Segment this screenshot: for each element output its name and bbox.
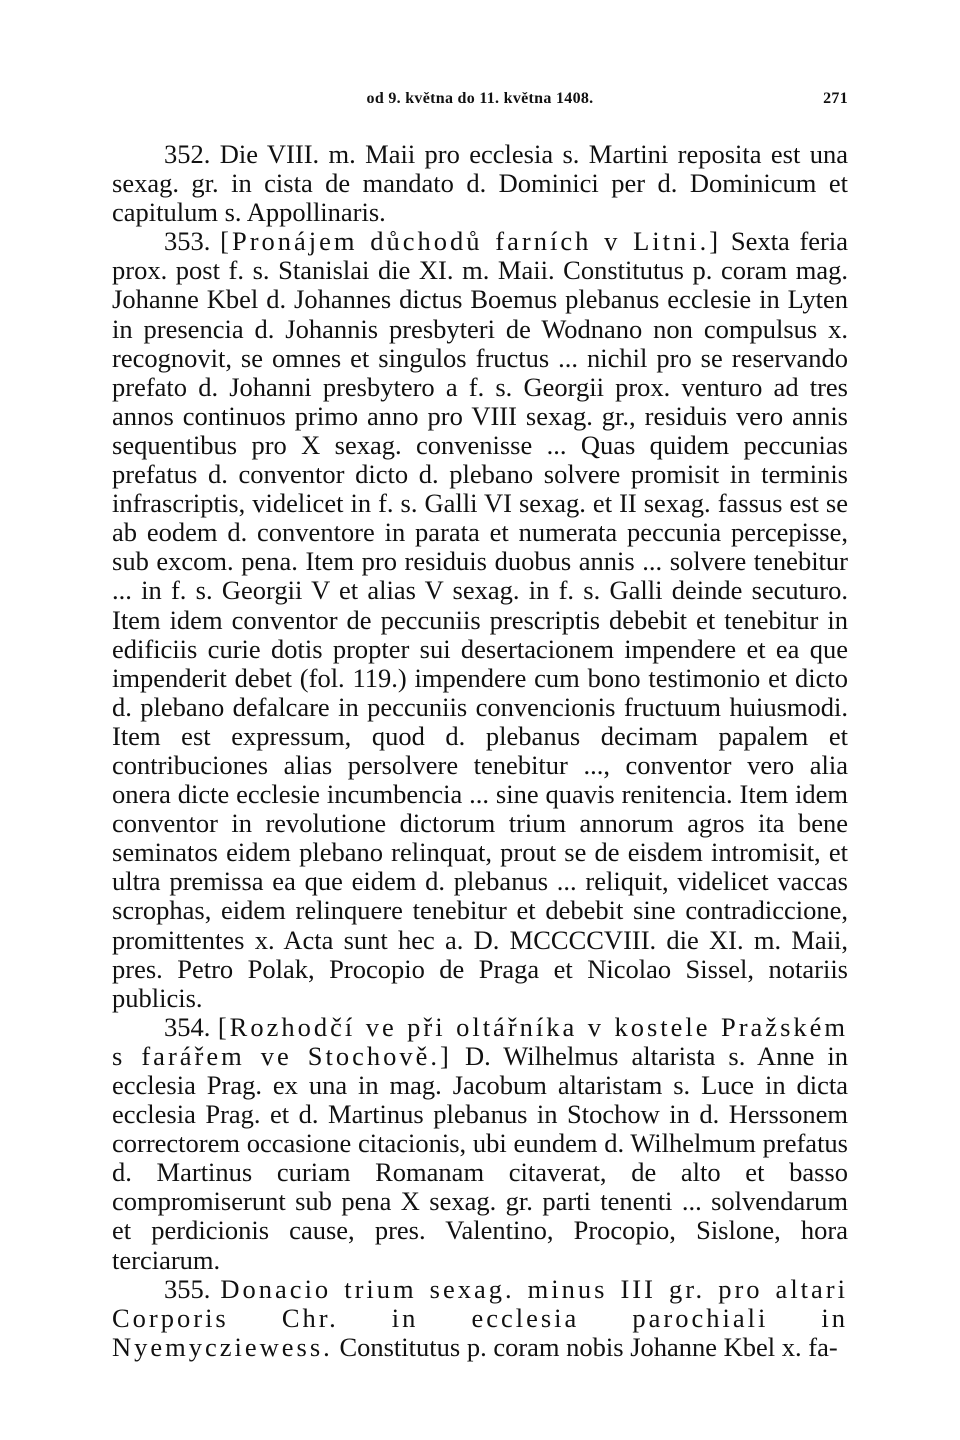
entry-354	[112, 1013, 848, 1275]
entry-number: 352.	[164, 139, 211, 169]
entry-number: 353.	[164, 226, 211, 257]
entry-heading: Donacio trium sexag. minus III gr. pro altari Corporis Chr. in ecclesia parochiali in Nyemycziewess.	[112, 1273, 848, 1362]
entry-353	[112, 227, 848, 1013]
entry-text: Constitutus p. coram nobis Johanne Kbel x. fa-	[339, 1331, 838, 1362]
entry-text: D. Wilhelmus altarista s. Anne in ecclesia Prag. ex una in mag. Jacobum altaristam s. Luce in dicta ecclesia Prag. et d. Martinus plebanus in Stochow in d. Herssonem correctorem occasione citacionis, ubi eundem d. Wilhelmum prefatus d. Martinus curiam Romanam citaverat, de alto et basso compromiserunt sub pena X sexag. gr. parti tenenti ... solvendarum et perdicionis cause, pres. Valentino, Procopio, Sislone, hora terciarum.	[112, 1040, 848, 1275]
main-text	[112, 140, 848, 1362]
entry-text: Die VIII. m. Maii pro ecclesia s. Martini reposita est una sexag. gr. in cista de mandato d. Dominici per d. Dominicum et capitulum s. Appollinaris.	[112, 139, 848, 228]
entry-heading: [Rozhodčí ve při oltářníka v kostele Pražském s farářem ve Stochově.]	[112, 1011, 849, 1071]
page-number: 271	[823, 90, 848, 107]
running-title: od 9. května do 11. května 1408.	[366, 90, 594, 107]
entry-text: Sexta feria prox. post f. s. Stanislai die XI. m. Maii. Constitutus p. coram mag. Johanne Kbel d. Johannes dictus Boemus plebanus ecclesie in Lyten in presencia d. Johannis presbyteri de Wodnano non compulsus x. recognovit, se omnes et singulos fructus ... nichil pro se reservando prefato d. Johanni presbytero a f. s. Georgii prox. venturo ad tres annos continuos primo anno pro VIII sexag. gr., residuis vero annis sequentibus pro X sexag. convenisse ... Quas quidem peccunias prefatus d. conventor dicto d. plebano solvere promisit in terminis infrascriptis, videlicet in f. s. Galli VI sexag. et II sexag. fassus est se ab eodem d. conventore in parata et numerata peccunia percepisse, sub excom. pena. Item pro residuis duobus annis ... solvere tenebitur ... in f. s. Georgii V et alias V sexag. in f. s. Galli deinde secuturo. Item idem conventor de peccuniis prescriptis debebit et tenebitur in edificiis curie dotis propter sui desertacionem impendere et ea que impenderit debet (fol. 119.) impendere cum bono testimonio et dicto d. plebano defalcare in peccuniis convencionis fructuum huiusmodi. Item est expressum, quod d. plebanus decimam papalem et contribuciones alias persolvere tenebitur ..., conventor vero alia onera dicte ecclesie incumbencia ... sine quavis renitencia. Item idem conventor in revolutione dictorum trium annorum agros ita bene seminatos eidem plebano relinquat, prout se de eisdem intromisit, et ultra premissa ea que eidem d. plebanus ... reliquit, videlicet vaccas scrophas, eidem relinquere tenebitur et debebit sine contradiccione, promittentes x. Acta sunt hec a. D. MCCCCVIII. die XI. m. Maii, pres. Petro Polak, Procopio de Praga et Nicolao Sissel, notariis publicis.	[112, 226, 849, 1013]
running-header	[112, 90, 848, 114]
entry-heading: [Pronájem důchodů farních v Litni.]	[220, 226, 722, 257]
entry-355	[112, 1275, 848, 1362]
entry-number: 354.	[164, 1011, 211, 1042]
entry-352	[112, 140, 848, 227]
entry-number: 355.	[164, 1273, 211, 1304]
